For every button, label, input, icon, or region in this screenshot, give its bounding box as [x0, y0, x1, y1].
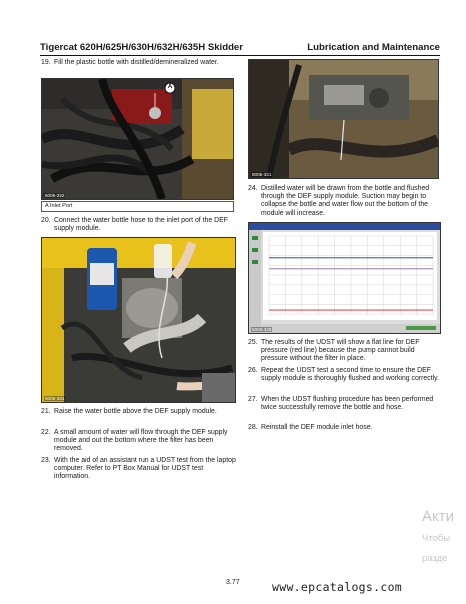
status-indicator	[406, 326, 436, 330]
step-27	[248, 396, 440, 412]
chart-background	[263, 232, 437, 320]
step-24	[248, 185, 440, 218]
udst-toolbar	[249, 230, 261, 333]
step-number: 26.	[248, 367, 258, 374]
step-text: When the UDST flushing procedure has been performed twice successfully remove the bottle and hose.	[261, 396, 434, 412]
step-text: Fill the plastic bottle with distilled/demineralized water.	[54, 59, 219, 66]
section-title: Lubrication and Maintenance	[307, 42, 440, 53]
tool-icon	[252, 260, 258, 264]
inlet-port-photo	[41, 78, 234, 200]
step-text: Distilled water will be drawn from the bottle and flushed through the DEF supply module. Suction may begin to collapse the bottle and water flow out the bottom of the module will increase.	[261, 185, 430, 217]
step-text: Connect the water bottle hose to the inlet port of the DEF supply module.	[54, 217, 228, 233]
step-25	[248, 339, 440, 364]
step-number: 22.	[41, 429, 51, 436]
inlet-port-photo-art	[42, 79, 233, 199]
step-23	[41, 457, 236, 482]
step-number: 28.	[248, 424, 258, 431]
step-number: 23.	[41, 457, 51, 464]
figure-id: 6006-328	[252, 327, 272, 332]
step-number: 27.	[248, 396, 258, 403]
step-number: 20.	[41, 217, 51, 224]
step-19	[41, 59, 236, 67]
udst-status-bar	[261, 324, 440, 333]
step-number: 19.	[41, 59, 51, 66]
udst-pressure-chart	[263, 232, 437, 320]
udst-title-bar	[249, 223, 440, 230]
step-text: Reinstall the DEF module inlet hose.	[261, 424, 373, 431]
figure-legend	[41, 201, 234, 212]
step-text: With the aid of an assistant run a UDST test from the laptop computer. Refer to PT Box Manual for UDST test information.	[54, 457, 236, 481]
step-text: Raise the water bottle above the DEF supply module.	[54, 408, 217, 415]
legend-inlet-port: A Inlet Port	[45, 203, 73, 209]
module-flow-photo	[248, 59, 439, 179]
module-flow-photo-art	[249, 60, 438, 178]
step-text: A small amount of water will flow through the DEF supply module and out the bottom where the filter has been removed.	[54, 429, 228, 453]
water-bottle-photo-art	[42, 238, 235, 402]
step-21	[41, 408, 236, 416]
header-rule	[40, 55, 440, 56]
step-22	[41, 429, 236, 454]
page-number: 3.77	[226, 579, 240, 586]
step-text: The results of the UDST will show a flat line for DEF pressure (red line) because the pump cannot build pressure without the filter in place.	[261, 339, 420, 363]
step-number: 25.	[248, 339, 258, 346]
tool-icon	[252, 248, 258, 252]
manual-title: Tigercat 620H/625H/630H/632H/635H Skidder	[40, 42, 244, 53]
step-20	[41, 217, 236, 233]
step-text: Repeat the UDST test a second time to ensure the DEF supply module is thoroughly flushed and working correctly.	[261, 367, 439, 383]
water-bottle-photo	[41, 237, 236, 403]
step-number: 24.	[248, 185, 258, 192]
step-number: 21.	[41, 408, 51, 415]
callout-a: A	[167, 84, 173, 90]
overlay-line-3: разде	[422, 553, 448, 564]
step-28	[248, 424, 440, 432]
figure-id: 6006-331	[252, 172, 272, 177]
step-26	[248, 367, 440, 383]
tool-icon	[252, 236, 258, 240]
overlay-line-1: Акти	[422, 508, 454, 525]
overlay-line-2: Чтобы	[422, 533, 451, 544]
udst-screenshot	[248, 222, 441, 334]
figure-id: 6006-332	[45, 193, 65, 198]
site-watermark: www.epcatalogs.com	[272, 580, 403, 594]
figure-id: 6006-334	[45, 396, 65, 401]
